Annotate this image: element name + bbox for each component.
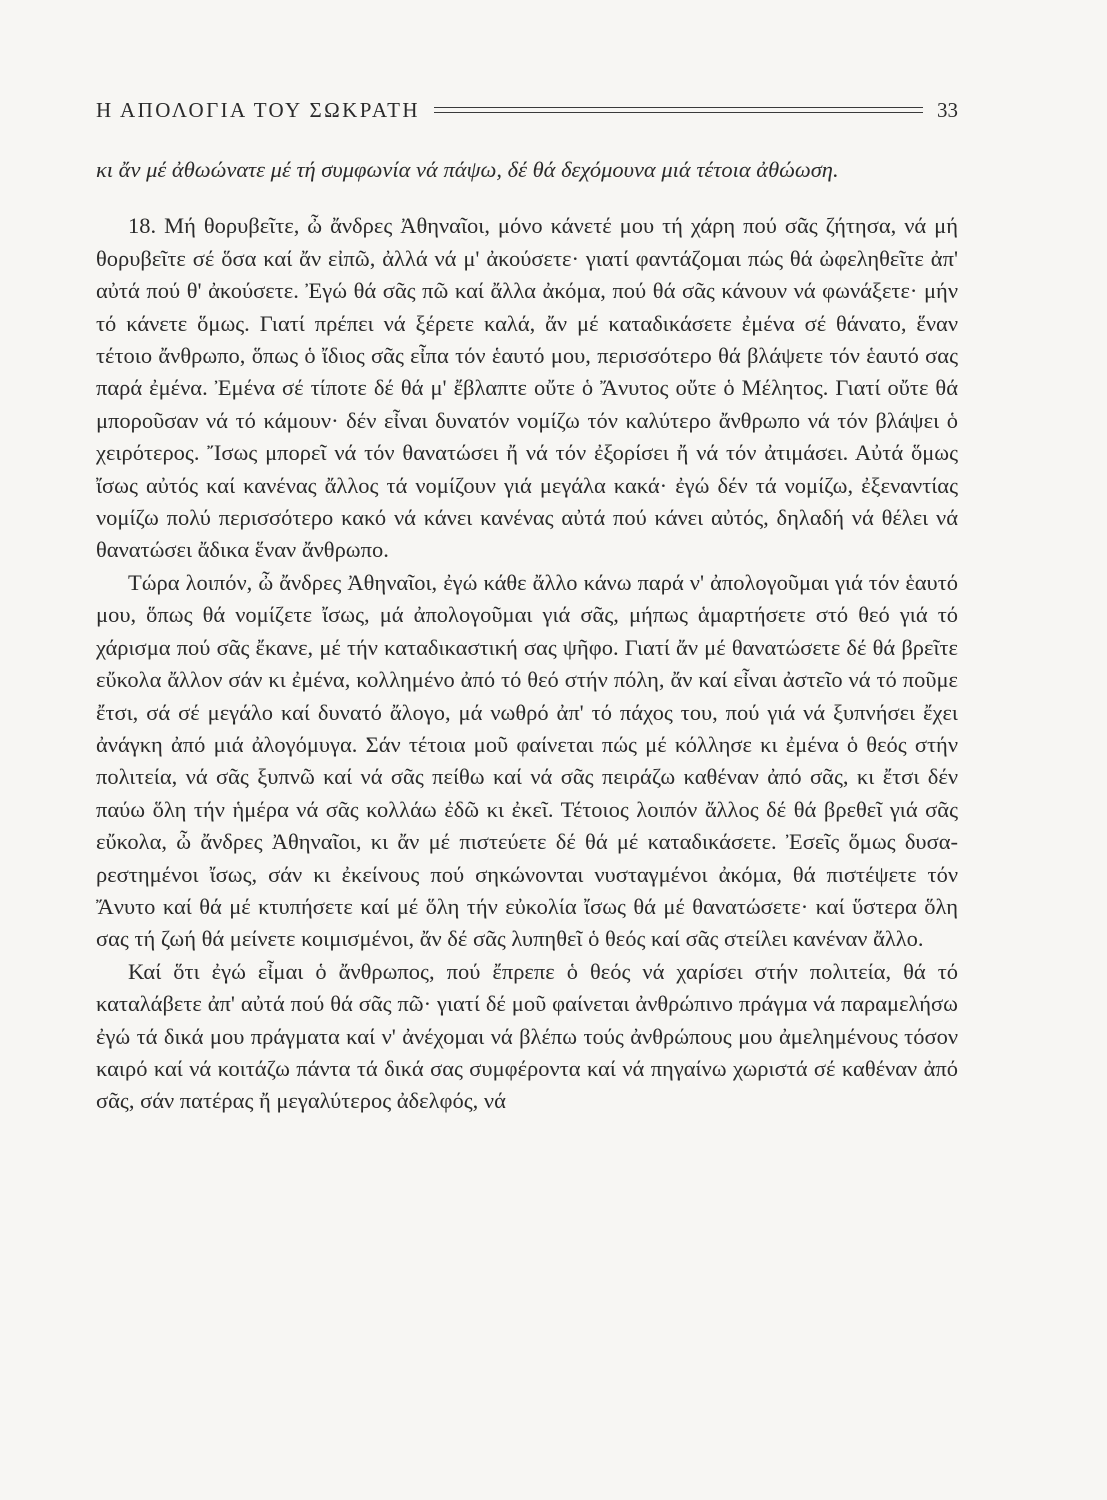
running-title: Η ΑΠΟΛΟΓΙΑ ΤΟΥ ΣΩΚΡΑΤΗ [96, 97, 420, 122]
paragraph: Τώρα λοιπόν, ὦ ἄνδρες Ἀθηναῖοι, ἐγώ κάθε ἄλλο κάνω παρά ν' ἀπολογοῦμαι γιά τόν ἑαυτό μου, ὅπως θά νομίζετε ἴσως, μά ἀπολογοῦμαι γιά σᾶς, μήπως ἁμαρτήσετε στό θεό γιά τό χάρισμα πού σᾶς ἔκανε, μέ τήν καταδικαστική σας ψῆφο. Γιατί ἄν μέ θανατώσετε δέ θά βρεῖτε εὔκολα ἄλλον σάν κι ἐμένα, κολλημένο ἀπό τό θεό στήν πόλη, ἄν καί εἶναι ἀστεῖο νά τό ποῦμε ἔτσι, σά σέ μεγάλο καί δυνατό ἄλογο, μά νωθρό ἀπ' τό πάχος του, πού γιά νά ξυπνήσει ἔχει ἀνάγκη ἀπό μιά ἀλογόμυγα. Σάν τέτοια μοῦ φαίνεται πώς μέ κόλλησε κι ἐμένα ὁ θεός στήν πολιτεία, νά σᾶς ξυπνῶ καί νά σᾶς πείθω καί νά σᾶς πειράζω καθέναν ἀπό σᾶς, κι ἔτσι δέν παύω ὅλη τήν ἡμέρα νά σᾶς κολλάω ἐδῶ κι ἐκεῖ. Τέτοιος λοιπόν ἄλλος δέ θά βρεθεῖ γιά σᾶς εὔκολα, ὦ ἄνδρες Ἀθηναῖοι, κι ἄν μέ πιστεύετε δέ θά μέ καταδικάσετε. Ἐσεῖς ὅμως δυσαρεστημένοι ἴσως, σάν κι ἐκείνους πού σηκώνονται νυσταγμένοι ἀκόμα, θά πιστέψετε τόν Ἄνυτο καί θά μέ κτυπήσετε καί μέ ὅλη τήν εὐκολία ἴσως θά μέ θανατώσετε· καί ὕστερα ὅλη σας τή ζωή θά μείνετε κοιμισμένοι, ἄν δέ σᾶς λυπηθεῖ ὁ θεός καί σᾶς στείλει κανέναν ἄλλο. [96, 569, 958, 952]
page-number: 33 [937, 97, 958, 122]
header-rule [434, 107, 923, 113]
running-header [96, 93, 958, 127]
paragraph: 18. Μή θορυβεῖτε, ὦ ἄνδρες Ἀθηναῖοι, μόνο κάνετέ μου τή χάρη πού σᾶς ζήτησα, νά μή θορυβεῖτε σέ ὅσα καί ἄν εἰπῶ, ἀλλά νά μ' ἀκούσετε· γιατί φαντάζομαι πώς θά ὠφεληθεῖτε ἀπ' αὐτά πού θ' ἀκούσετε. Ἐγώ θά σᾶς πῶ καί ἄλλα ἀκόμα, πού θά σᾶς κάνουν νά φωνάξετε· μήν τό κάνετε ὅμως. Γιατί πρέπει νά ξέρετε καλά, ἄν μέ καταδικάσετε ἐμένα σέ θάνατο, ἕναν τέτοιο ἄνθρωπο, ὅπως ὁ ἴδιος σᾶς εἶπα τόν ἑαυτό μου, περισσότερο θά βλάψετε τόν ἑαυτό σας παρά ἐμένα. Ἐμένα σέ τίποτε δέ θά μ' ἔβλαπτε οὔτε ὁ Ἄνυτος οὔτε ὁ Μέλητος. Γιατί οὔτε θά μποροῦσαν νά τό κάμουν· δέν εἶναι δυνατόν νομίζω τόν καλύτερο ἄνθρωπο νά τόν βλάψει ὁ χειρότερος. Ἴσως μπορεῖ νά τόν θανατώσει ἤ νά τόν ἐξορίσει ἤ νά τόν ἀτιμάσει. Αὐτά ὅμως ἴσως αὐτός καί κανένας ἄλλος τά νομίζουν γιά μεγάλα κακά· ἐγώ δέν τά νομίζω, ἐξεναντίας νομίζω πολύ περισσότερο κακό νά κάνει κανένας αὐτά πού κάνει αὐτός, δηλαδή νά θέλει νά θανατώσει ἄδικα ἕναν ἄνθρωπο. [96, 213, 958, 563]
paragraph: Καί ὅτι ἐγώ εἶμαι ὁ ἄνθρωπος, πού ἔπρεπε ὁ θεός νά χαρίσει στήν πολιτεία, θά τό καταλάβετε ἀπ' αὐτά πού θά σᾶς πῶ· γιατί δέ μοῦ φαίνεται ἀνθρώπινο πράγμα νά παραμελήσω ἐγώ τά δικά μου πράγματα καί ν' ἀνέχομαι νά βλέπω τούς ἀνθρώπους μου ἀμελημένους τόσον καιρό καί νά κοιτάζω πάντα τά δικά σας συμφέροντα καί νά πηγαίνω χωριστά σέ καθέναν ἀπό σᾶς, σάν πατέρας ἤ μεγαλύτερος ἀδελφός, νά [96, 958, 958, 1114]
body-text [96, 154, 958, 1118]
paragraph: κι ἄν μέ ἀθωώνατε μέ τή συμφωνία νά πάψω, δέ θά δεχόμουνα μιά τέτοια ἀθώωση. [96, 157, 839, 182]
